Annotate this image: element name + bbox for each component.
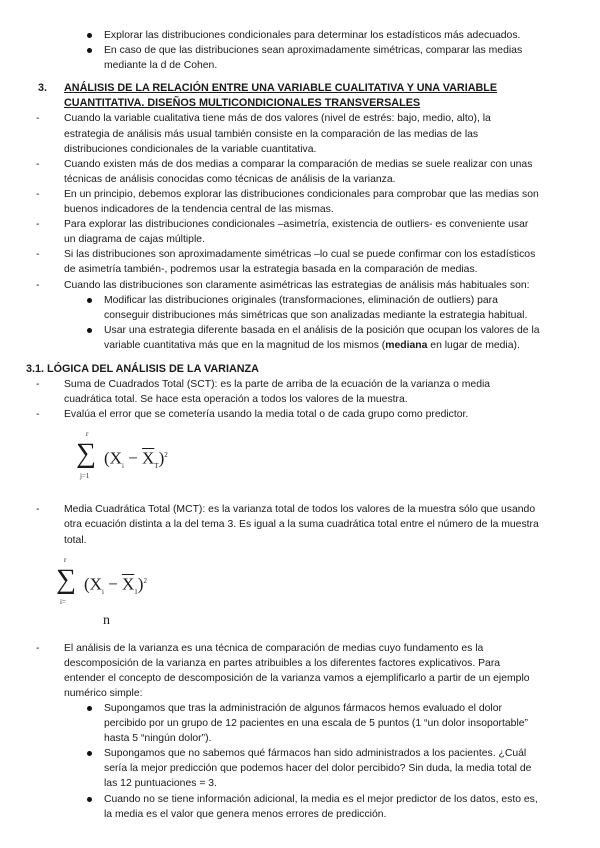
text-line: de asimetría también-, podremos usar la estrategia basada en la comparación de medias. [64, 264, 478, 276]
dash-marker: - [36, 249, 40, 261]
bullet-item [0, 701, 600, 746]
heading-line: CUANTITATIVA. DISEÑOS MULTICONDICIONALES TRANSVERSALES [64, 97, 421, 110]
bullet-icon [87, 328, 92, 333]
text: variable cuantitativa más que en la magnitud de los mismos ( [104, 339, 386, 351]
dash-marker: - [36, 379, 40, 391]
sum-lower: i= [60, 597, 66, 606]
text-line: Suma de Cuadrados Total (SCT): es la parte de arriba de la ecuación de la varianza o media [64, 379, 491, 391]
section-number: 3. [38, 82, 48, 95]
dash-item [0, 111, 600, 156]
bullet-item [0, 746, 600, 791]
text-line: Media Cuadrática Total (MCT): es la varianza total de todos los valores de la muestra sólo que usando [64, 504, 536, 516]
dash-marker: - [36, 279, 40, 291]
dash-marker: - [36, 113, 40, 125]
text-line: otra ecuación distinta a la del tema 3. Es igual a la suma cuadrática total entre el número de la muestra [64, 519, 539, 531]
dash-item [0, 377, 600, 407]
bullet-item [0, 28, 600, 43]
bold-term: mediana [385, 339, 428, 351]
section-3-1-heading: 3.1. LÓGICA DEL ANÁLISIS DE LA VARIANZA [26, 362, 259, 375]
bullet-item [0, 293, 600, 323]
bullet-icon [87, 797, 92, 802]
text-line: En caso de que las distribuciones sean aproximadamente simétricas, comparar las medias [104, 45, 523, 57]
text-line: Para explorar las distribuciones condicionales –asimetría, existencia de outliers- es conveniente usar [64, 219, 529, 231]
text-line: la media es el valor que genera menos errores de predicción. [104, 808, 387, 820]
bullet-icon [87, 33, 92, 38]
text-line: Usar una estrategia diferente basada en el análisis de la posición que ocupan los valores de la [104, 324, 540, 336]
sum-lower: j=1 [80, 472, 90, 481]
text-line: Cuando las distribuciones son claramente asimétricas las estrategias de análisis más habituales son: [64, 279, 530, 291]
sigma-symbol: ∑ [56, 563, 76, 595]
bullet-item [0, 323, 600, 338]
bullet-icon [87, 706, 92, 711]
document-page [0, 28, 600, 822]
sct-formula [0, 422, 600, 494]
dash-item [0, 157, 600, 187]
intro-bullet-list [0, 28, 600, 73]
section-3-dash-list [0, 111, 600, 292]
text-line: Explorar las distribuciones condicionales para determinar los estadísticos más adecuados. [104, 30, 521, 41]
dash-marker: - [36, 219, 40, 231]
text-line: buenos indicadores de la tendencia central de las mismas. [64, 204, 334, 216]
evalua-item [0, 407, 600, 422]
text: en lugar de media). [427, 339, 520, 351]
sum-upper: r [86, 430, 89, 439]
dash-marker: - [36, 642, 40, 654]
section-3-sub-bullets [0, 293, 600, 338]
text-line: las 12 puntuaciones = 3. [104, 778, 217, 790]
heading-line: ANÁLISIS DE LA RELACIÓN ENTRE UNA VARIABLE CUALITATIVA Y UNA VARIABLE [64, 82, 498, 95]
dash-item [0, 247, 600, 277]
text-line: Supongamos que tras la administración de algunos fármacos hemos evaluado el dolor [104, 703, 502, 714]
text-line: Evalúa el error que se cometería usando la media total o de cada grupo como predictor. [64, 409, 469, 421]
text-line: Supongamos que no sabemos qué fármacos han sido administrados a los pacientes. ¿Cuál [104, 748, 527, 760]
mct-formula [0, 548, 600, 638]
dash-marker: - [36, 158, 40, 170]
text-line: Cuando la variable cualitativa tiene más de dos valores (nivel de estrés: bajo, medio, alto), la [64, 113, 491, 125]
dash-marker: - [36, 409, 40, 421]
bullet-item [0, 43, 600, 73]
bullet-item [0, 792, 600, 822]
dash-marker: - [36, 188, 40, 200]
text-line: entender el concepto de descomposición de la varianza vamos a ejemplificarlo a partir de un ejemplo [64, 672, 530, 684]
text-line: total. [64, 534, 87, 546]
dash-item [0, 641, 600, 701]
text-line: percibido por un grupo de 12 pacientes en una escala de 5 puntos (1 “un dolor insoportable” [104, 718, 528, 730]
text-line: un diagrama de cajas múltiple. [64, 234, 205, 246]
formula-expression: $(X_i - \overline{X}_T)^2$ [104, 449, 168, 471]
text-line: El análisis de la varianza es una técnica de comparación de medias cuyo fundamento es la [64, 642, 484, 654]
text-line: conseguir distribuciones más simétricas que son analizadas mediante la estrategia habitual. [104, 309, 528, 321]
dash-item [0, 187, 600, 217]
text-line: cuadrática total. Se hace esta operación a todos los valores de la muestra. [64, 394, 408, 406]
text-line: técnicas de análisis conocidas como técnicas de análisis de la varianza. [64, 173, 396, 185]
dash-item [0, 278, 600, 293]
bullet-icon [87, 298, 92, 303]
sub-bullet-continuation [0, 338, 600, 353]
mct-item [0, 502, 600, 547]
dash-item [0, 407, 600, 422]
section-3-heading [0, 81, 600, 111]
formula-expression: $(X_i - \overline{X}_1)^2$ [84, 574, 147, 596]
text-line: En un principio, debemos explorar las distribuciones condicionales para comprobar que las medias son [64, 188, 539, 200]
text-line: sería la mejor predicción que podemos hacer del dolor percibido? Sin duda, la media total de [104, 763, 532, 775]
sct-item [0, 377, 600, 407]
text-line: estrategia de análisis más usual también consiste en la comparación de las medias de las [64, 128, 479, 140]
bullet-icon [87, 48, 92, 53]
text-line: Modificar las distribuciones originales (transformaciones, eliminación de outliers) para [104, 294, 498, 306]
dash-item [0, 217, 600, 247]
formula-denominator: n [103, 612, 110, 628]
bullet-icon [87, 751, 92, 756]
text-line: Cuando no se tiene información adicional, la media es el mejor predictor de los datos, esto es, [104, 793, 538, 805]
sigma-symbol: ∑ [76, 438, 96, 470]
text-line: numérico simple: [64, 687, 143, 699]
text-line: mediante la d de Cohen. [104, 60, 218, 72]
text-line: hasta 5 “ningún dolor”). [104, 733, 212, 745]
dash-item [0, 502, 600, 547]
sum-upper: r [64, 555, 67, 564]
text-line: descomposición de la varianza en partes atribuibles a los diferentes factores explicativos. Para [64, 657, 501, 669]
example-bullets [0, 701, 600, 822]
text-line: Si las distribuciones son aproximadamente simétricas –lo cual se puede confirmar con los estadísticos [64, 249, 536, 261]
dash-marker: - [36, 504, 40, 516]
text-line: distribuciones condicionales de la variable cuantitativa. [64, 143, 317, 155]
text-line: Cuando existen más de dos medias a comparar la comparación de medias se suele realizar con unas [64, 158, 533, 170]
anova-item [0, 641, 600, 701]
